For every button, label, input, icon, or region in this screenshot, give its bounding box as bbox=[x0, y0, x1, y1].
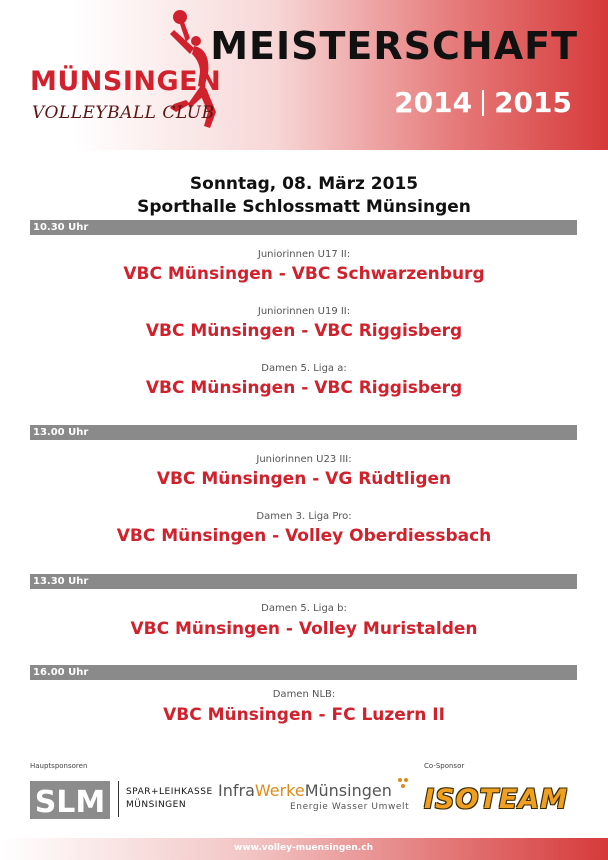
website-link[interactable]: www.volley-muensingen.ch bbox=[234, 843, 373, 853]
sponsor-divider bbox=[118, 781, 119, 817]
match-title: VBC Münsingen - VG Rüdtligen bbox=[156, 469, 452, 489]
slm-logo bbox=[30, 781, 110, 819]
co-sponsor-label: Co-Sponsor bbox=[424, 762, 465, 770]
infrawerke-tagline: Energie Wasser Umwelt bbox=[290, 802, 410, 812]
time-bar: 13.00 Uhr bbox=[30, 425, 577, 440]
match-title: VBC Münsingen - Volley Oberdiessbach bbox=[116, 526, 492, 546]
match-category: Juniorinnen U17 II: bbox=[257, 249, 351, 260]
slm-logo-text: SLM bbox=[34, 785, 106, 819]
infra-part-1: Infra bbox=[218, 781, 255, 800]
main-sponsors-label: Hauptsponsoren bbox=[30, 762, 88, 770]
match-title: VBC Münsingen - VBC Riggisberg bbox=[145, 378, 463, 398]
match-title: VBC Münsingen - VBC Schwarzenburg bbox=[123, 264, 485, 284]
time-bar: 16.00 Uhr bbox=[30, 665, 577, 680]
match-category: Juniorinnen U23 III: bbox=[256, 454, 352, 465]
club-name: MÜNSINGEN bbox=[30, 66, 222, 97]
spar-leihkasse-logo bbox=[126, 786, 213, 812]
season-end: 2015 bbox=[494, 86, 572, 119]
match-title: VBC Münsingen - Volley Muristalden bbox=[130, 619, 478, 639]
spar-line-1: SPAR+LEIHKASSE bbox=[126, 787, 213, 797]
match-category: Damen 5. Liga a: bbox=[261, 363, 347, 374]
spar-line-2: MÜNSINGEN bbox=[126, 800, 187, 810]
season-start: 2014 bbox=[394, 86, 473, 119]
infrawerke-logo bbox=[218, 781, 392, 800]
match-title: VBC Münsingen - VBC Riggisberg bbox=[145, 321, 463, 341]
match-category: Damen 5. Liga b: bbox=[261, 603, 347, 614]
season-divider bbox=[482, 90, 484, 116]
event-date: Sonntag, 08. März 2015 bbox=[189, 174, 419, 194]
header-banner bbox=[0, 0, 608, 150]
infrawerke-dots-icon bbox=[396, 776, 410, 790]
page-title: MEISTERSCHAFT bbox=[210, 24, 578, 68]
match-category: Damen 3. Liga Pro: bbox=[256, 511, 352, 522]
time-bar: 10.30 Uhr bbox=[30, 220, 577, 235]
match-category: Damen NLB: bbox=[272, 689, 336, 700]
match-category: Juniorinnen U19 II: bbox=[257, 306, 351, 317]
time-bar: 13.30 Uhr bbox=[30, 574, 577, 589]
club-subtitle: VOLLEYBALL CLUB bbox=[32, 103, 215, 123]
infra-part-3: Münsingen bbox=[304, 781, 392, 800]
season bbox=[394, 86, 572, 119]
isoteam-logo: ISOTEAM bbox=[424, 784, 569, 815]
infra-part-2: Werke bbox=[254, 781, 305, 800]
match-title: VBC Münsingen - FC Luzern II bbox=[163, 705, 445, 725]
event-venue: Sporthalle Schlossmatt Münsingen bbox=[137, 197, 471, 217]
